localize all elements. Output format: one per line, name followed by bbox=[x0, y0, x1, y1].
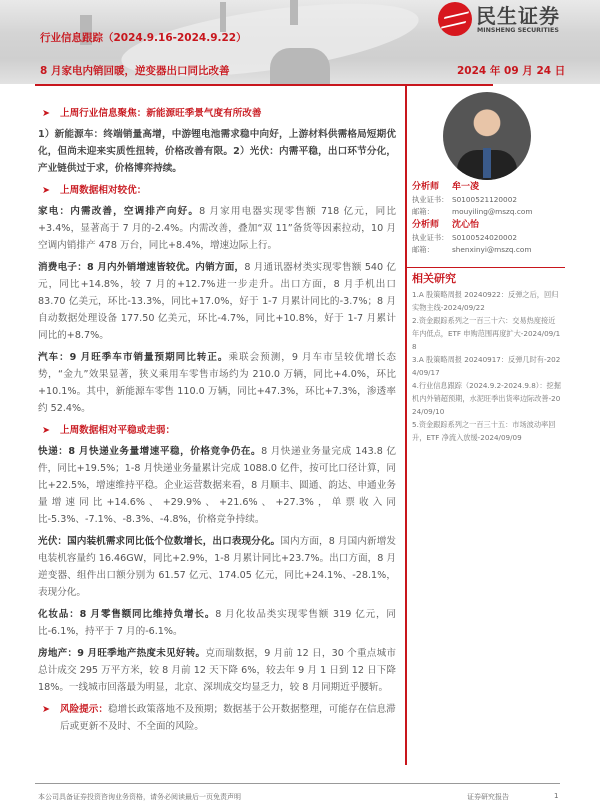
analyst-email[interactable]: shenxinyi@mszq.com bbox=[452, 244, 532, 254]
page-number: 1 bbox=[554, 792, 559, 800]
divider bbox=[35, 84, 493, 86]
report-category: 行业信息跟踪（2024.9.16-2024.9.22） bbox=[40, 32, 247, 44]
related-item[interactable]: 5.资金跟踪系列之一百三十五：市场波动率回升，ETF 净流入放缓-2024/09/09 bbox=[412, 420, 556, 442]
arrow-bullet-icon: ➤ bbox=[42, 425, 51, 436]
related-item[interactable]: 1.A 股策略周报 20240922：反弹之后，回归实物主线-2024/09/22 bbox=[412, 290, 559, 312]
analyst-photo bbox=[443, 92, 531, 180]
arrow-bullet-icon: ➤ bbox=[42, 185, 51, 196]
arrow-bullet-icon: ➤ bbox=[42, 704, 51, 715]
paragraph: 家电：内需改善，空调排产向好。8 月家用电器实现零售额 718 亿元，同比+3.4%，显著高于 7 月的-2.4%。内需改善，叠加“双 11”备货等因素拉动，10 月空调内销排产 478 万台，同比+8.4%，增速边际上行。 bbox=[38, 206, 396, 251]
paragraph: 汽车：9 月旺季车市销量预期同比转正。乘联会预测，9 月车市呈较优增长态势，“金九”效果显著，狭义乘用车零售市场约为 210.0 万辆，同比+4.0%，环比+10.1%。其中，新能源车零售 110.0 万辆，同比+47.3%，环比+7.3%，渗透率约 52.4%。 bbox=[38, 352, 397, 414]
paragraph: 快递：8 月快递业务量增速平稳，价格竞争仍在。8 月快递业务量完成 143.8 亿件，同比+19.5%；1-8 月快递业务量累计完成 1088.0 亿件，按可比口径计算，同比+22.5%，增速维持平稳。企业运营数据来看，8 月顺丰、圆通、韵达、申通业务量增速同比+14.6%、+29.9%、+21.6%、+27.3%，单票收入同比-5.3%、-7.1%、-8.3%、-4.8%，价格竞争持续。 bbox=[38, 446, 397, 525]
company-logo: 民生证券 MINSHENG SECURITIES bbox=[438, 2, 588, 38]
paragraph: 房地产：9 月旺季地产热度未见好转。克而瑞数据，9 月前 12 日，30 个重点城市总计成交 295 万平方米，较 8 月前 12 天下降 6%，较去年 9 月 1 日到 12 日下降 18%。一线城市回落最为明显，北京、深圳成交均显乏力，较 8 月同期近乎腰斩。 bbox=[38, 648, 397, 693]
logo-mark-icon bbox=[438, 2, 472, 36]
arrow-bullet-icon: ➤ bbox=[42, 108, 51, 119]
divider bbox=[405, 267, 565, 268]
section-heading: ➤ 上周数据相对平稳或走弱： bbox=[38, 422, 396, 439]
footer-doc-type: 证券研究报告 bbox=[467, 793, 509, 801]
analyst-email[interactable]: mouyiling@mszq.com bbox=[452, 207, 533, 217]
related-research bbox=[412, 272, 562, 444]
related-item[interactable]: 4.行业信息跟踪（2024.9.2-2024.9.8）：挖掘机内外销超预期，水泥旺季出货率边际改善-2024/09/10 bbox=[412, 381, 561, 416]
analyst-name: 沈心怡 bbox=[452, 219, 480, 230]
related-item[interactable]: 3.A 股策略周报 20240917：反弹几时有-2024/09/17 bbox=[412, 355, 561, 377]
paragraph: 1）新能源车：终端销量高增，中游锂电池需求稳中向好，上游材料供需格局短期优化，但尚未迎来实质性扭转，价格改善有限。2）光伏：内需平稳，出口环节分化，产业链供过于求，价格博弈持续。 bbox=[38, 129, 396, 174]
main-content bbox=[38, 103, 396, 735]
footer-divider bbox=[35, 783, 560, 784]
risk-warning: ➤ 风险提示：稳增长政策落地不及预期；数据基于公开数据整理，可能存在信息滞后或更新不及时、不全面的风险。 bbox=[38, 701, 396, 735]
report-title: 8 月家电内销回暖，逆变器出口同比改善 bbox=[40, 65, 230, 77]
paragraph: 消费电子：8 月内外销增速皆较优。内销方面，8 月通讯器材类实现零售额 540 亿元，同比+14.8%，较 7 月的+12.7%进一步走升。出口方面，8 月手机出口 83.70 亿美元，环比-13.3%，同比+17.0%，好于 1-7 月累计同比的-3.7%；8 月自动数据处理设备 177.50 亿美元，环比-4.7%，同比+10.8%，好于 1-7 月累计同比的+8.7%。 bbox=[38, 262, 396, 341]
report-date: 2024 年 09 月 24 日 bbox=[457, 65, 566, 77]
analyst-info: 分析师 牟一凌 执业证书： S0100521120002 邮箱： mouyiling@mszq.com 分析师 沈心怡 执业证书： S0100524020002 邮箱： shenxinyi@mszq.com bbox=[412, 182, 533, 254]
analyst-name: 牟一凌 bbox=[452, 182, 480, 192]
related-item[interactable]: 2.资金跟踪系列之一百三十六：交易热度接近年内低点，ETF 申购范围再度扩大-2024/09/18 bbox=[412, 316, 561, 351]
column-divider bbox=[405, 84, 407, 765]
section-heading: ➤ 上周行业信息聚焦：新能源旺季景气度有所改善 bbox=[38, 105, 396, 122]
related-research-title: 相关研究 bbox=[412, 272, 456, 285]
paragraph: 化妆品：8 月零售额同比维持负增长。8 月化妆品类实现零售额 319 亿元，同比-6.1%，持平于 7 月的-6.1%。 bbox=[38, 609, 396, 637]
footer-disclaimer: 本公司具备证券投资咨询业务资格，请务必阅读最后一页免责声明 bbox=[38, 793, 241, 801]
paragraph: 光伏：国内装机需求同比低个位数增长，出口表现分化。国内方面，8 月国内新增发电装机容量约 16.46GW，同比+2.9%，1-8 月累计同比+23.7%。出口方面，8 月逆变器、组件出口额分别为 61.57 亿元、174.05 亿元，同比+24.1%、-28.1%，表现分化。 bbox=[38, 536, 397, 598]
section-heading: ➤ 上周数据相对较优： bbox=[38, 182, 396, 199]
